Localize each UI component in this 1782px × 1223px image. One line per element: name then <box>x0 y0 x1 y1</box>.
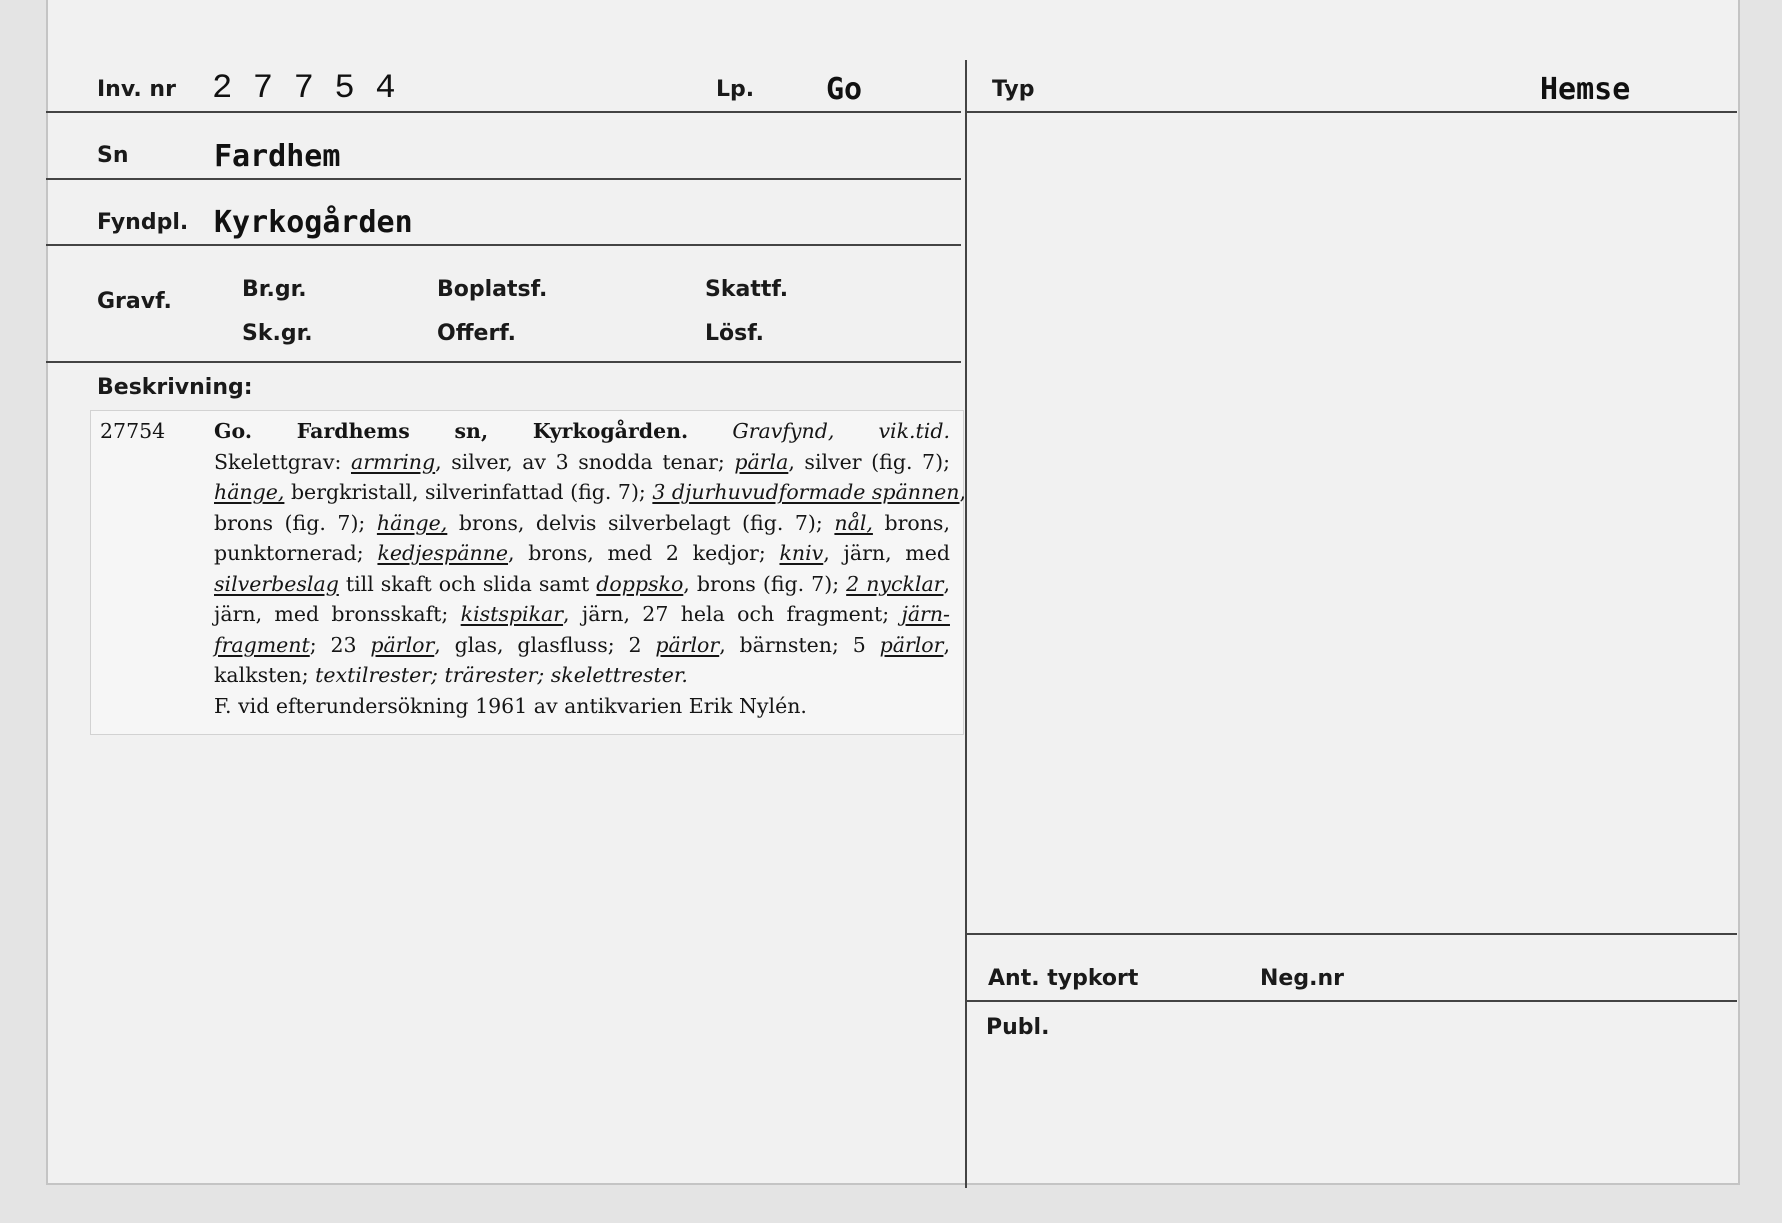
fyndpl-label: Fyndpl. <box>97 210 189 235</box>
sk-gr-label: Sk.gr. <box>242 321 313 346</box>
description-line-3: hänge, bergkristall, silverinfattad (fig. 7); 3 djurhuvudformade spännen, <box>214 480 967 504</box>
description-line-4: brons (fig. 7); hänge, brons, delvis silverbelagt (fig. 7); nål, brons, <box>214 510 950 535</box>
description-line-5: punktornerad; kedjespänne, brons, med 2 kedjor; kniv, järn, med <box>214 541 950 565</box>
description-number: 27754 <box>100 419 166 443</box>
fyndpl-value: Kyrkogården <box>214 205 413 240</box>
typ-label: Typ <box>992 77 1035 102</box>
description-line-7: järn, med bronsskaft; kistspikar, järn, 27 hela och fragment; järn- <box>214 602 950 626</box>
row-divider-ant <box>967 933 1737 935</box>
description-line-1: 27754 Go. Fardhems sn, Kyrkogården. Gravfynd, vik.tid. <box>100 416 950 447</box>
gravf-label: Gravf. <box>97 289 172 314</box>
column-divider <box>965 60 967 1188</box>
description-line-9: kalksten; textilrester; trärester; skelettrester. <box>214 663 688 687</box>
inv-nr-label: Inv. nr <box>97 77 176 102</box>
row-divider-3 <box>46 244 961 246</box>
row-divider-1 <box>46 111 961 113</box>
description-text <box>100 416 967 721</box>
publ-label: Publ. <box>986 1015 1050 1040</box>
description-line-8: fragment; 23 pärlor, glas, glasfluss; 2 pärlor, bärnsten; 5 pärlor, <box>214 632 950 657</box>
beskrivning-label: Beskrivning: <box>97 375 253 400</box>
ant-typkort-label: Ant. typkort <box>988 966 1139 991</box>
row-divider-typ <box>967 111 1737 113</box>
row-divider-4 <box>46 361 961 363</box>
description-line-10: F. vid efterundersökning 1961 av antikvarien Erik Nylén. <box>214 693 807 718</box>
neg-nr-label: Neg.nr <box>1260 966 1344 991</box>
skattf-label: Skattf. <box>705 277 789 302</box>
lp-value: Go <box>826 72 863 107</box>
sn-label: Sn <box>97 143 129 168</box>
losf-label: Lösf. <box>705 321 764 346</box>
br-gr-label: Br.gr. <box>242 277 307 302</box>
description-line-6: silverbeslag till skaft och slida samt doppsko, brons (fig. 7); 2 nycklar, <box>214 571 951 596</box>
offerf-label: Offerf. <box>437 321 517 346</box>
boplatsf-label: Boplatsf. <box>437 277 548 302</box>
row-divider-publ <box>967 1000 1737 1002</box>
typ-value: Hemse <box>1540 72 1631 107</box>
lp-label: Lp. <box>716 77 755 102</box>
inv-nr-value: 2 7 7 5 4 <box>212 70 396 108</box>
description-line-2: Skelettgrav: armring, silver, av 3 snodda tenar; pärla, silver (fig. 7); <box>214 449 950 474</box>
row-divider-2 <box>46 178 961 180</box>
sn-value: Fardhem <box>214 139 341 174</box>
